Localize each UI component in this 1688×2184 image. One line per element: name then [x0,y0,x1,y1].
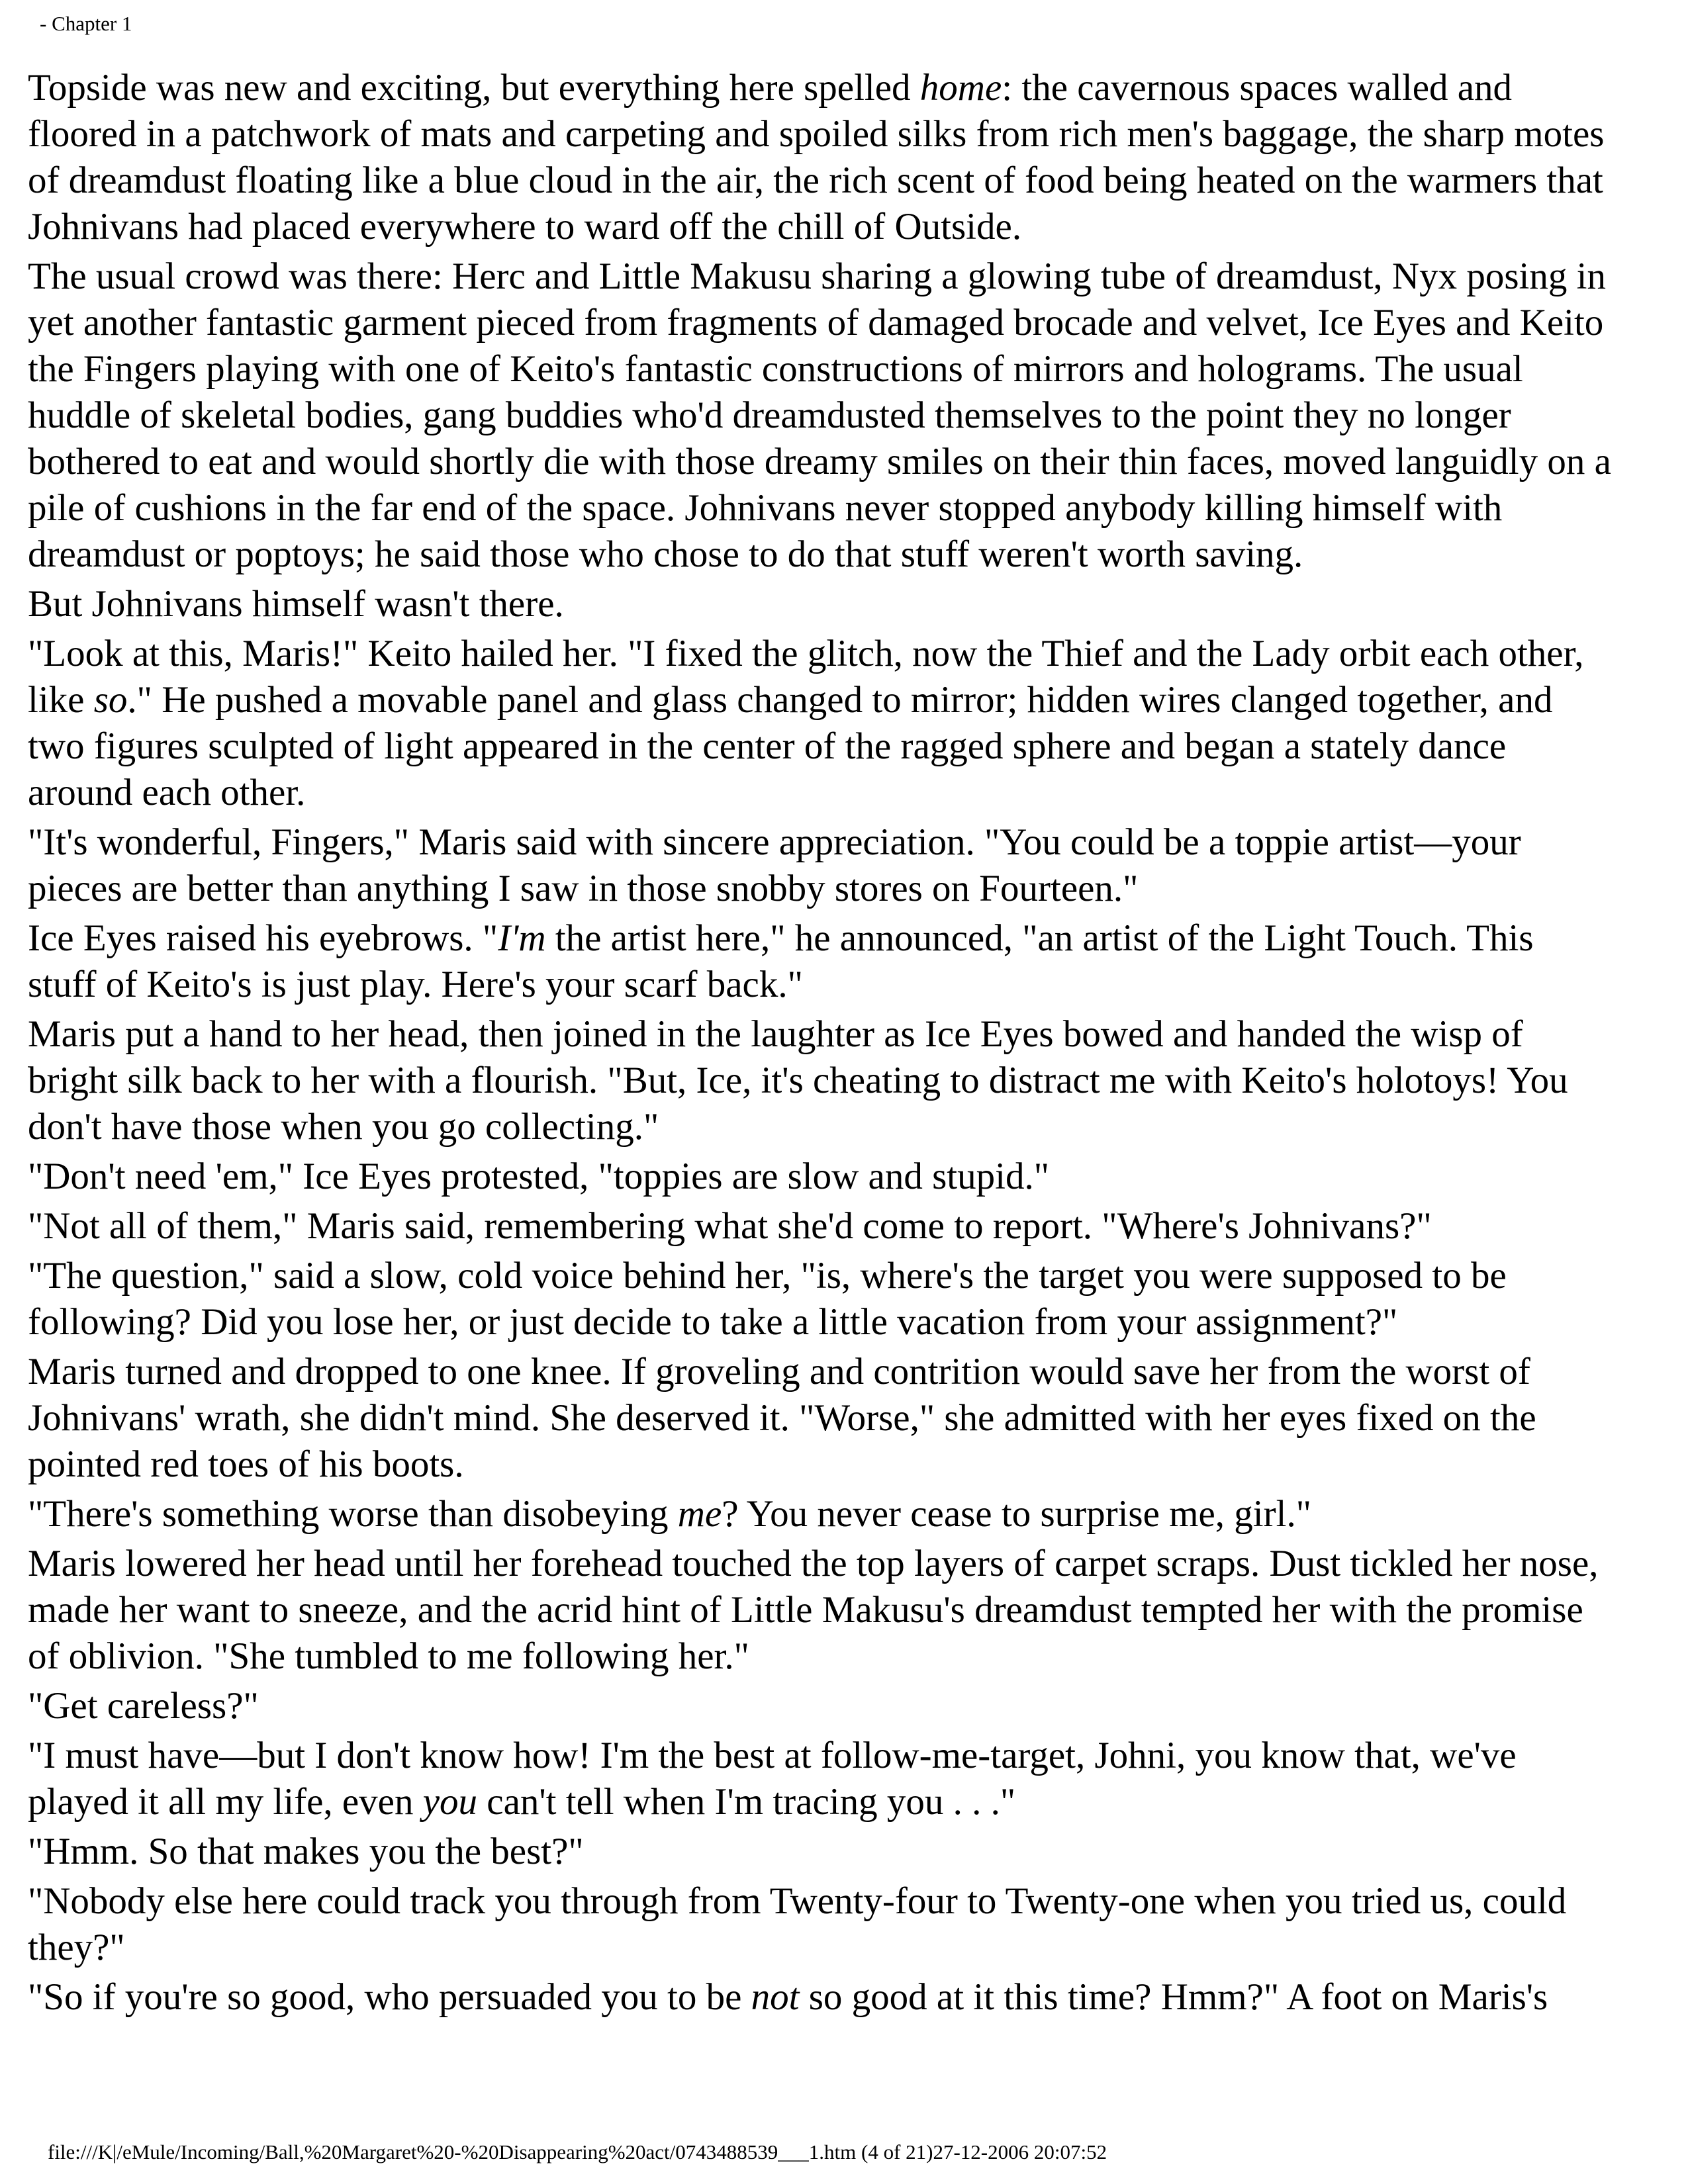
text-line: "The question," said a slow, cold voice behind her, "is, where's the target you were supposed to be [28,1255,1507,1297]
text-line: But Johnivans himself wasn't there. [28,583,564,625]
paragraph [28,1154,1663,1200]
paragraph [28,581,1663,627]
text-line: made her want to sneeze, and the acrid hint of Little Makusu's dreamdust tempted her with the promise [28,1589,1583,1631]
text-line: bright silk back to her with a flourish. "But, Ice, it's cheating to distract me with Keito's holotoys! You [28,1060,1568,1101]
text-line: Maris put a hand to her head, then joined in the laughter as Ice Eyes bowed and handed the wisp of [28,1013,1523,1055]
text-line: Ice Eyes raised his eyebrows. "I'm the artist here," he announced, "an artist of the Light Touch. This [28,917,1534,959]
italic-emphasis: me [677,1493,722,1535]
paragraph [28,1203,1663,1250]
text-line: pieces are better than anything I saw in those snobby stores on Fourteen." [28,868,1139,909]
paragraph [28,1011,1663,1150]
chapter-body-text [28,65,1663,2024]
text-line: Johnivans had placed everywhere to ward off the chill of Outside. [28,206,1022,248]
paragraph [28,1878,1663,1971]
file-path-footer: file:///K|/eMule/Incoming/Ball,%20Margaret%20-%20Disappearing%20act/0743488539___1.htm (4 of 21)27-12-2006 20:07:52 [48,2140,1107,2163]
text-line: "Look at this, Maris!" Keito hailed her. "I fixed the glitch, now the Thief and the Lady orbit each other, [28,633,1584,674]
text-line: Maris turned and dropped to one knee. If groveling and contrition would save her from the worst of [28,1351,1530,1392]
paragraph [28,915,1663,1008]
text-line: "Not all of them," Maris said, remembering what she'd come to report. "Where's Johnivans?" [28,1205,1432,1247]
paragraph [28,1349,1663,1488]
paragraph [28,65,1663,250]
text-line: played it all my life, even you can't tell when I'm tracing you . . ." [28,1781,1016,1823]
paragraph [28,1683,1663,1729]
text-line: dreamdust or poptoys; he said those who chose to do that stuff weren't worth saving. [28,533,1303,575]
text-line: don't have those when you go collecting." [28,1106,659,1148]
italic-emphasis: home [919,67,1002,109]
text-line: "Don't need 'em," Ice Eyes protested, "toppies are slow and stupid." [28,1156,1049,1197]
text-line: huddle of skeletal bodies, gang buddies who'd dreamdusted themselves to the point they no longer [28,394,1511,436]
italic-emphasis: so [93,679,128,721]
text-line: like so." He pushed a movable panel and glass changed to mirror; hidden wires clanged together, and [28,679,1553,721]
text-line: they?" [28,1927,125,1968]
paragraph [28,1829,1663,1875]
text-line: "Hmm. So that makes you the best?" [28,1831,584,1872]
text-line: pointed red toes of his boots. [28,1443,464,1485]
text-line: following? Did you lose her, or just decide to take a little vacation from your assignment?" [28,1301,1398,1343]
text-line: "It's wonderful, Fingers," Maris said with sincere appreciation. "You could be a toppie artist—your [28,821,1521,863]
text-line: "I must have—but I don't know how! I'm the best at follow-me-target, Johni, you know that, we've [28,1735,1517,1776]
text-line: "Nobody else here could track you through from Twenty-four to Twenty-one when you tried us, could [28,1880,1567,1922]
italic-emphasis: you [422,1781,478,1823]
paragraph [28,819,1663,912]
paragraph [28,1491,1663,1537]
text-line: yet another fantastic garment pieced from fragments of damaged brocade and velvet, Ice Eyes and Keito [28,302,1604,343]
text-line: "So if you're so good, who persuaded you to be not so good at it this time? Hmm?" A foot on Maris's [28,1976,1548,2018]
paragraph [28,1253,1663,1345]
text-line: stuff of Keito's is just play. Here's your scarf back." [28,964,803,1005]
text-line: bothered to eat and would shortly die with those dreamy smiles on their thin faces, moved languidly on a [28,441,1611,482]
text-line: the Fingers playing with one of Keito's fantastic constructions of mirrors and holograms. The usual [28,348,1523,390]
text-line: two figures sculpted of light appeared in the center of the ragged sphere and began a stately dance [28,725,1507,767]
text-line: "There's something worse than disobeying me? You never cease to surprise me, girl." [28,1493,1311,1535]
paragraph [28,1733,1663,1825]
text-line: around each other. [28,772,306,813]
paragraph [28,1541,1663,1680]
text-line: pile of cushions in the far end of the space. Johnivans never stopped anybody killing himself with [28,487,1503,529]
text-line: Topside was new and exciting, but everything here spelled home: the cavernous spaces walled and [28,67,1513,109]
text-line: floored in a patchwork of mats and carpeting and spoiled silks from rich men's baggage, the sharp motes [28,113,1605,155]
text-line: of dreamdust floating like a blue cloud in the air, the rich scent of food being heated on the warmers that [28,159,1603,201]
text-line: Maris lowered her head until her forehead touched the top layers of carpet scraps. Dust tickled her nose, [28,1543,1599,1584]
italic-emphasis: not [751,1976,800,2018]
text-line: "Get careless?" [28,1685,259,1727]
italic-emphasis: I'm [498,917,546,959]
chapter-header: - Chapter 1 [40,12,132,35]
text-line: Johnivans' wrath, she didn't mind. She deserved it. "Worse," she admitted with her eyes fixed on the [28,1397,1536,1439]
text-line: of oblivion. "She tumbled to me following her." [28,1635,749,1677]
paragraph [28,631,1663,816]
paragraph [28,1974,1663,2021]
text-line: The usual crowd was there: Herc and Little Makusu sharing a glowing tube of dreamdust, Nyx posing in [28,255,1606,297]
paragraph [28,253,1663,578]
